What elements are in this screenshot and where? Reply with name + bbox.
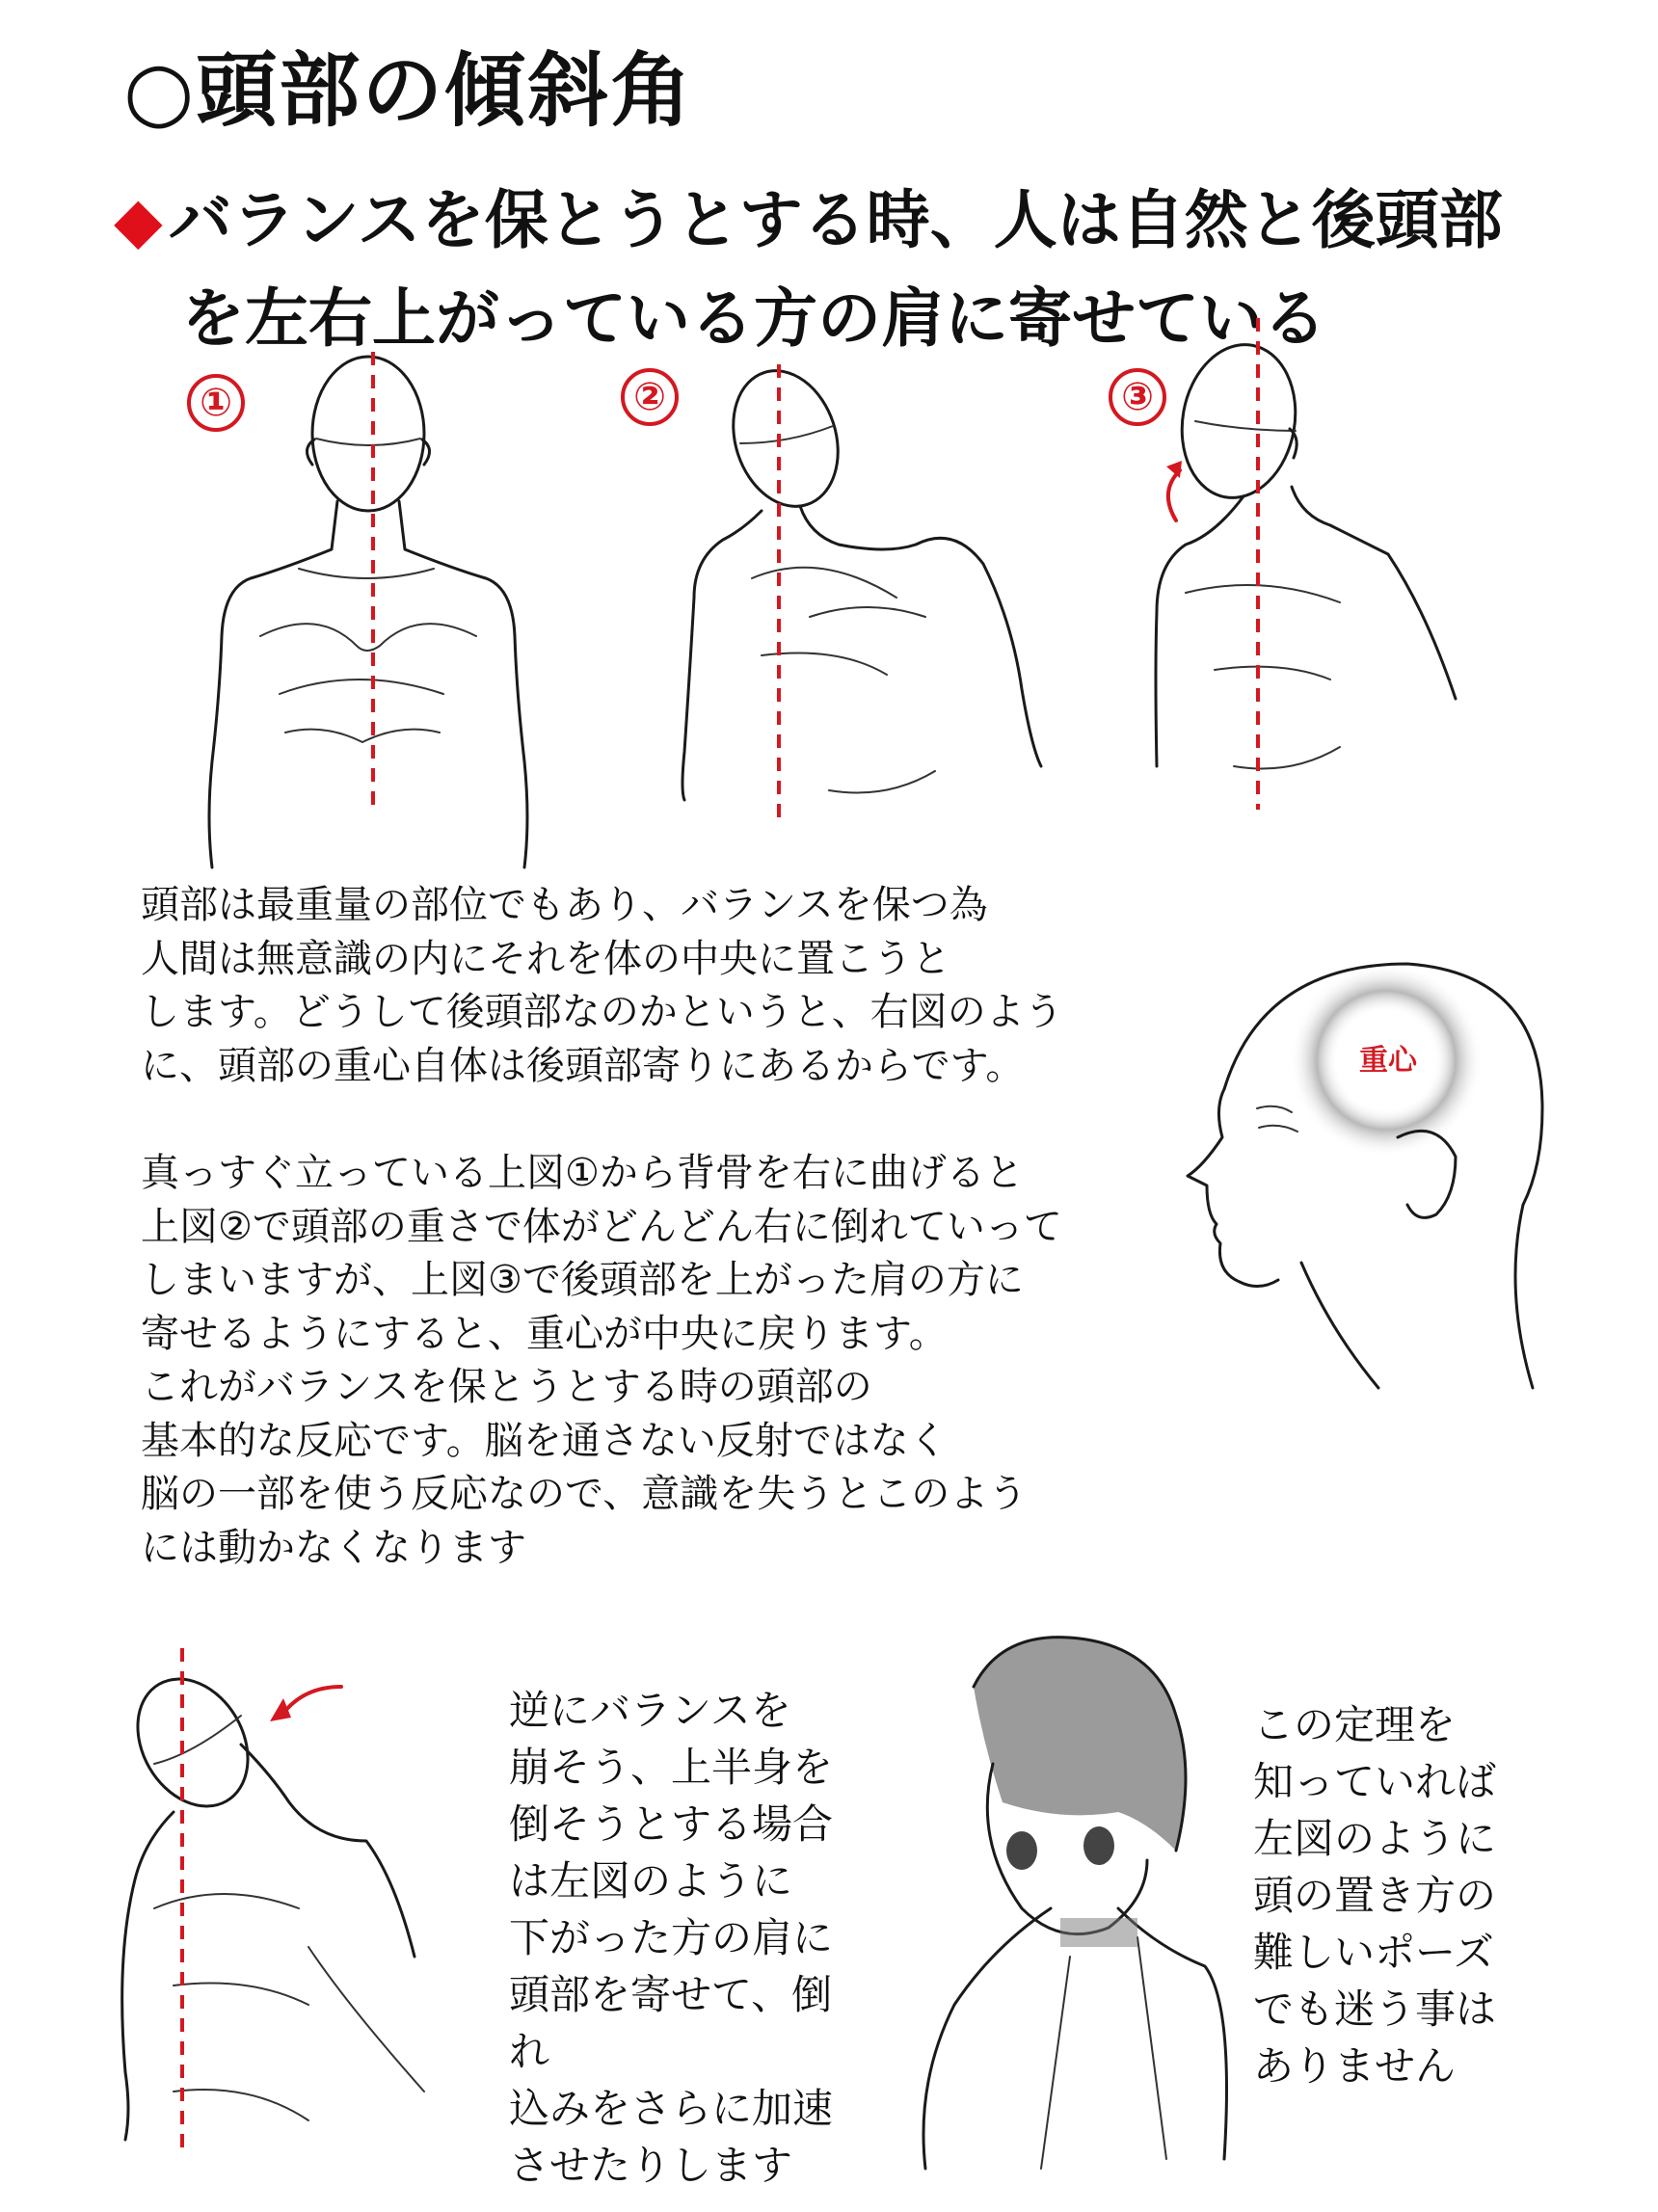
reverse-note-line: は左図のように — [509, 1857, 793, 1905]
gravity-label: 重心 — [1359, 1044, 1417, 1078]
headline-line-1: バランスを保とうとする時、人は自然と後頭部 — [168, 183, 1503, 257]
explanation-line: に、頭部の重心自体は後頭部寄りにあるからです。 — [141, 1043, 1025, 1088]
reverse-note-line: させたりします — [509, 2142, 793, 2189]
rotation-arrow-icon — [1147, 453, 1195, 530]
tilt-arrow-icon — [260, 1677, 347, 1735]
guide-line-3 — [1255, 318, 1261, 810]
theorem-note-line: でも迷う事は — [1253, 1985, 1497, 2033]
guide-line-4 — [179, 1648, 185, 2149]
reverse-note-line: 込みをさらに加速 — [509, 2085, 834, 2132]
reverse-note-line: 逆にバランスを — [509, 1687, 791, 1734]
headline — [114, 172, 1618, 368]
reverse-note-line: 頭部を寄せて、倒れ — [509, 1971, 833, 2075]
theorem-note-line: 左図のように — [1253, 1815, 1497, 1862]
reverse-note-line: 崩そう、上半身を — [509, 1744, 834, 1791]
theorem-note-line: 頭の置き方の — [1253, 1872, 1497, 1919]
guide-line-2 — [776, 364, 782, 827]
explanation-line: 基本的な反応です。脳を通さない反射ではなく — [141, 1418, 948, 1463]
explanation-line: 脳の一部を使う反応なので、意識を失うとこのよう — [141, 1472, 1028, 1516]
explanation-line: 人間は無意識の内にそれを体の中央に置こうと — [141, 936, 950, 981]
figure-torso-upright — [202, 347, 530, 829]
figure-torso-leaning — [694, 366, 1041, 819]
page-title: ○頭部の傾斜角 — [123, 43, 694, 138]
figure-marker-3: ③ — [1109, 368, 1166, 426]
explanation-line: には動かなくなります — [141, 1525, 526, 1570]
explanation-line: しまいますが、上図③で後頭部を上がった肩の方に — [141, 1258, 1024, 1302]
explanation-line: 真っすぐ立っている上図①から背骨を右に曲げると — [141, 1151, 1024, 1195]
explanation-line: 寄せるようにすると、重心が中央に戻ります。 — [141, 1311, 948, 1356]
explanation-line: 上図②で頭部の重さで体がどんどん右に倒れていって — [141, 1204, 1062, 1249]
theorem-note-line: この定理を — [1253, 1701, 1457, 1748]
figure-torso-corrected — [1157, 342, 1484, 795]
figure-marker-2: ② — [621, 368, 679, 426]
theorem-note — [1253, 1696, 1600, 2094]
guide-line-1 — [370, 352, 376, 814]
figure-marker-1: ① — [187, 374, 245, 432]
figure-character-illustration — [916, 1629, 1244, 2169]
reverse-note — [509, 1682, 856, 2194]
bullet-diamond: ◆ — [114, 183, 163, 257]
explanation-line: します。どうして後頭部なのかというと、右図のよう — [141, 990, 1063, 1034]
headline-line-2: を左右上がっている方の肩に寄せている — [181, 281, 1326, 356]
explanation-text — [141, 879, 1163, 1575]
explanation-line: 頭部は最重量の部位でもあり、バランスを保つ為 — [141, 883, 988, 927]
theorem-note-line: 難しいポーズ — [1253, 1929, 1494, 1976]
figure-head-profile — [1166, 945, 1571, 1388]
reverse-note-line: 下がった方の肩に — [509, 1914, 834, 1961]
reverse-note-line: 倒そうとする場合 — [509, 1800, 834, 1848]
theorem-note-line: 知っていれば — [1253, 1758, 1497, 1805]
explanation-line: これがバランスを保とうとする時の頭部の — [141, 1365, 872, 1409]
theorem-note-line: ありません — [1253, 2042, 1457, 2090]
